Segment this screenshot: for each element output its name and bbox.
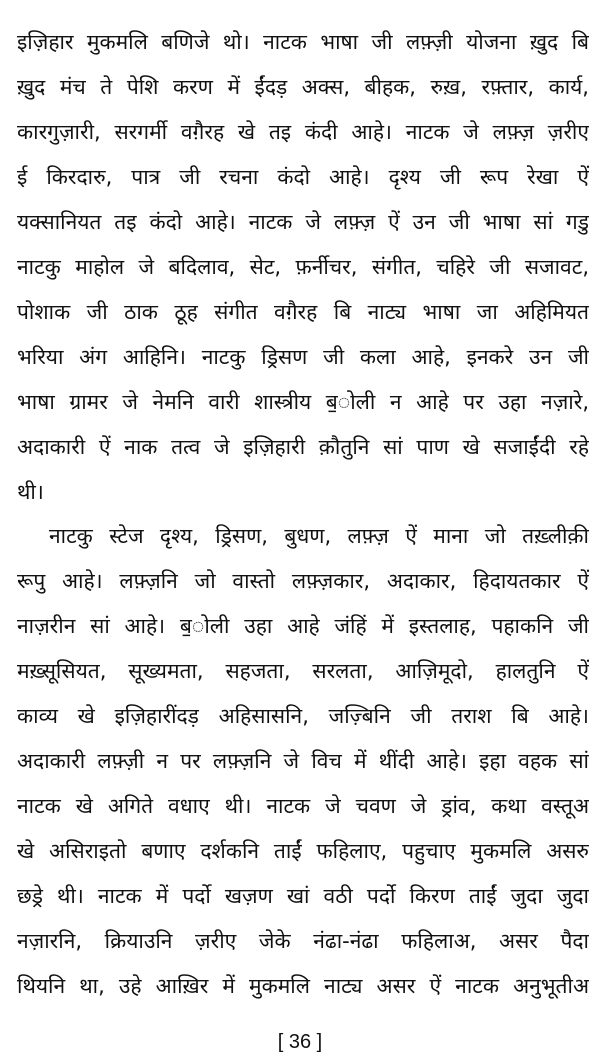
text-line: नज़ारनि, क्रियाउनि ज़रीए जेके नंढा-नंढा फहिलाअ, असर पैदा xyxy=(17,929,589,953)
text-line: काव्य खे इज़िहारींदड़ अहिसासनि, जज़्बिनि जी तराश बि आहे। xyxy=(17,704,589,728)
page-number: [ 36 ] xyxy=(277,1031,323,1053)
text-line: खे असिराइतो बणाए दर्शकनि ताईं फहिलाए, पहुचाए मुकमलि असरु xyxy=(17,839,589,863)
text-line: नाटकु माहोल जे बदिलाव, सेट, फ़र्नीचर, संगीत, चहिरे जी सजावट, xyxy=(17,255,589,279)
text-line: ई किरदारु, पात्र जी रचना कंदो आहे। दृश्य जी रूप रेखा ऐं xyxy=(17,165,589,189)
text-line: अदाकारी ऐं नाक तत्व जे इज़िहारी क़ौतुनि सां पाण खे सजाईंदी रहे xyxy=(17,435,589,459)
paragraph-1 xyxy=(17,20,589,515)
text-line: थियनि था, उहे आख़िर में मुकमलि नाट्य असर ऐं नाटक अनुभूतीअ xyxy=(17,974,589,998)
text-line: नाटकु स्टेज दृश्य, ड्रिसण, बुधण, लफ़्ज़ ऐं माना जो तख़्लीक़ी xyxy=(49,524,589,548)
text-line: थी। xyxy=(17,480,44,504)
text-line: भरिया अंग आहिनि। नाटकु ड्रिसण जी कला आहे, इनकरे उन जी xyxy=(17,345,589,369)
text-line: कारगुज़ारी, सरगर्मी वग़ैरह खे तइ कंदी आहे। नाटक जे लफ़्ज़ ज़रीए xyxy=(17,120,589,144)
text-line: नाज़रीन सां आहे। ब॒ोली उहा आहे जंहिं में इस्तलाह, पहाकनि जी xyxy=(17,614,589,638)
text-line: यक्सानियत तइ कंदो आहे। नाटक जे लफ़्ज़ ऐं उन जी भाषा सां गडु xyxy=(17,210,589,234)
text-line: भाषा ग्रामर जे नेमनि वारी शास्त्रीय ब॒ोली न आहे पर उहा नज़ारे, xyxy=(17,390,589,414)
text-line: रूपु आहे। लफ़्ज़नि जो वास्तो लफ़्ज़कार, अदाकार, हिदायतकार ऐं xyxy=(17,569,589,593)
text-line: मख़्सूसियत, सूख्यमता, सहजता, सरलता, आज़िमूदो, हालतुनि ऐं xyxy=(17,659,589,683)
paragraph-2 xyxy=(17,514,589,1009)
text-line: अदाकारी लफ़्ज़ी न पर लफ़्ज़नि जे विच में थींदी आहे। इहा वहक सां xyxy=(17,749,589,773)
text-line: पोशाक जी ठाक ठूह संगीत वग़ैरह बि नाट्य भाषा जा अहिमियत xyxy=(17,300,589,324)
text-line: इज़िहार मुकमलि बणिजे थो। नाटक भाषा जी लफ़्ज़ी योजना ख़ुद बि xyxy=(17,30,589,54)
text-line: ख़ुद मंच ते पेशि करण में ईंदड़ अक्स, बीहक, रुख़, रफ़्तार, कार्य, xyxy=(17,75,589,99)
text-line: नाटक खे अगिते वधाए थी। नाटक जे चवण जे ड्रांव, कथा वस्तूअ xyxy=(17,794,589,818)
text-line: छड्रे थी। नाटक में पर्दो खज़ण खां वठी पर्दो किरण ताईं जुदा जुदा xyxy=(17,884,589,908)
